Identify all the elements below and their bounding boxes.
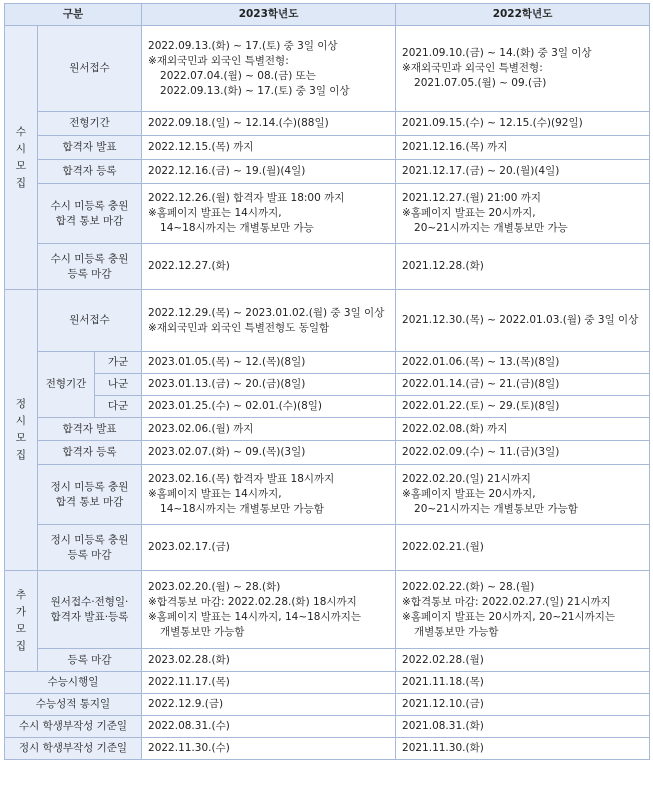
table-row — [5, 290, 650, 352]
row-label — [38, 112, 142, 136]
value-2022: 2022.01.22.(토) ~ 29.(토)(8일) — [396, 396, 650, 418]
row-label-line: 정시 미등록 충원 — [50, 533, 129, 546]
value-2022: 2021.11.18.(목) — [396, 672, 650, 694]
group-label: 가군 — [95, 352, 142, 374]
value-line: 개별통보만 가능함 — [414, 625, 499, 638]
value-2023 — [142, 26, 396, 112]
value-2023 — [142, 160, 396, 184]
table-row — [5, 694, 650, 716]
row-label: 수시 학생부작성 기준일 — [5, 716, 142, 738]
value-line: 2022.09.13.(화) ~ 17.(토) 중 3일 이상 — [148, 39, 338, 52]
row-label — [38, 160, 142, 184]
value-2022 — [396, 418, 650, 441]
value-2023 — [142, 244, 396, 290]
value-2022 — [396, 290, 650, 352]
value-2022: 2021.12.10.(금) — [396, 694, 650, 716]
value-2022: 2021.11.30.(화) — [396, 738, 650, 760]
section-category — [5, 290, 38, 571]
value-line: 2022.12.27.(화) — [148, 260, 230, 272]
value-line: ※재외국민과 외국인 특별전형: — [148, 54, 289, 67]
value-2023: 2023.01.13.(금) ~ 20.(금)(8일) — [142, 374, 396, 396]
header-2023: 2023학년도 — [142, 4, 396, 26]
row-label-line: 정시 미등록 충원 — [50, 480, 129, 493]
row-label-line: 전형기간 — [69, 117, 110, 129]
value-line: 2022.12.16.(금) ~ 19.(월)(4일) — [148, 165, 306, 177]
value-line: 2022.02.21.(월) — [402, 541, 484, 553]
row-label — [38, 441, 142, 465]
value-2023: 2022.11.30.(수) — [142, 738, 396, 760]
value-line: ※합격통보 마감: 2022.02.28.(화) 18시까지 — [148, 595, 357, 608]
table-row — [5, 244, 650, 290]
row-label — [38, 184, 142, 244]
value-line: 2022.02.22.(화) ~ 28.(월) — [402, 580, 535, 593]
row-label-line: 합격자 발표 — [62, 141, 117, 153]
section-category-label: 추가모집 — [15, 589, 27, 652]
value-line: 2022.09.18.(일) ~ 12.14.(수)(88일) — [148, 117, 329, 129]
value-2022 — [396, 525, 650, 571]
value-2023 — [142, 290, 396, 352]
value-line: ※재외국민과 외국인 특별전형: — [402, 62, 543, 74]
row-label-line: 등록 마감 — [67, 653, 112, 666]
value-line: 2021.12.17.(금) ~ 20.(월)(4일) — [402, 165, 560, 177]
row-label — [38, 418, 142, 441]
row-label-line: 등록 마감 — [67, 267, 112, 280]
section-category-label: 정시모집 — [15, 398, 27, 461]
value-line: 20~21시까지는 개별통보만 가능 — [414, 222, 568, 234]
header-row — [5, 4, 650, 26]
value-line: 2023.02.20.(월) ~ 28.(화) — [148, 580, 281, 593]
table-row — [5, 374, 650, 396]
row-label-line: 등록 마감 — [67, 548, 112, 561]
value-2023 — [142, 112, 396, 136]
value-line: 2023.02.06.(월) 까지 — [148, 422, 254, 435]
section-category — [5, 571, 38, 672]
table-row — [5, 112, 650, 136]
value-line: 2021.12.27.(월) 21:00 까지 — [402, 192, 542, 204]
value-2023 — [142, 441, 396, 465]
value-2022: 2021.08.31.(화) — [396, 716, 650, 738]
value-line: 2021.09.15.(수) ~ 12.15.(수)(92일) — [402, 117, 583, 129]
row-label-line: 원서접수·전형일· — [50, 595, 129, 608]
value-line: 2022.02.28.(월) — [402, 653, 484, 666]
row-label: 정시 학생부작성 기준일 — [5, 738, 142, 760]
row-label-line: 합격자 발표 — [62, 422, 117, 435]
row-label — [38, 136, 142, 160]
value-2023 — [142, 525, 396, 571]
value-line: 2023.02.28.(화) — [148, 653, 230, 666]
table-row — [5, 649, 650, 672]
value-line: ※홈페이지 발표는 14시까지, 14~18시까지는 — [148, 610, 362, 623]
table-row — [5, 184, 650, 244]
table-row — [5, 738, 650, 760]
row-label — [38, 525, 142, 571]
value-line: 2022.02.08.(화) 까지 — [402, 422, 508, 435]
table-row — [5, 160, 650, 184]
value-line: 2021.07.05.(월) ~ 09.(금) — [414, 77, 547, 89]
value-2023: 2023.01.05.(목) ~ 12.(목)(8일) — [142, 352, 396, 374]
row-label-line: 합격자 등록 — [62, 165, 117, 177]
value-line: 2022.12.15.(목) 까지 — [148, 141, 254, 153]
value-line: ※합격통보 마감: 2022.02.27.(일) 21시까지 — [402, 595, 611, 608]
admission-schedule-table — [4, 3, 650, 760]
value-line: ※홈페이지 발표는 14시까지, — [148, 207, 282, 219]
row-label-line: 수시 미등록 충원 — [50, 199, 129, 212]
value-line: 2022.07.04.(월) ~ 08.(금) 또는 — [160, 69, 316, 82]
value-2023: 2022.08.31.(수) — [142, 716, 396, 738]
table-row — [5, 465, 650, 525]
value-2022 — [396, 112, 650, 136]
value-2022: 2022.01.14.(금) ~ 21.(금)(8일) — [396, 374, 650, 396]
value-2023 — [142, 649, 396, 672]
row-label-line: 합격 통보 마감 — [55, 495, 124, 508]
table-row — [5, 418, 650, 441]
value-2023 — [142, 184, 396, 244]
value-line: 2022.12.26.(월) 합격자 발표 18:00 까지 — [148, 192, 345, 204]
value-2022 — [396, 465, 650, 525]
table-row — [5, 672, 650, 694]
value-line: 2023.02.07.(화) ~ 09.(목)(3일) — [148, 446, 306, 458]
section-category — [5, 26, 38, 290]
row-label — [38, 465, 142, 525]
value-line: 2021.12.28.(화) — [402, 260, 484, 272]
row-label-line: 합격자 등록 — [62, 446, 117, 458]
header-2022: 2022학년도 — [396, 4, 650, 26]
value-line: 2022.12.29.(목) ~ 2023.01.02.(월) 중 3일 이상 — [148, 306, 385, 319]
row-label: 수능시행일 — [5, 672, 142, 694]
row-label — [38, 26, 142, 112]
value-line: 2022.02.20.(일) 21시까지 — [402, 473, 531, 485]
header-category: 구분 — [5, 4, 142, 26]
group-label: 나군 — [95, 374, 142, 396]
table-row — [5, 716, 650, 738]
value-2022 — [396, 244, 650, 290]
value-2022 — [396, 441, 650, 465]
value-line: ※홈페이지 발표는 20시까지, 20~21시까지는 — [402, 610, 616, 623]
value-2022 — [396, 649, 650, 672]
value-2023 — [142, 136, 396, 160]
value-line: 2023.02.17.(금) — [148, 541, 230, 553]
table-row — [5, 26, 650, 112]
value-line: 2022.02.09.(수) ~ 11.(금)(3일) — [402, 446, 560, 458]
row-label-line: 원서접수 — [69, 62, 110, 74]
row-label — [38, 649, 142, 672]
value-2023: 2022.11.17.(목) — [142, 672, 396, 694]
group-label: 다군 — [95, 396, 142, 418]
table-row — [5, 352, 650, 374]
value-line: ※홈페이지 발표는 20시까지, — [402, 488, 536, 500]
row-label: 원서접수 — [38, 290, 142, 352]
value-line: ※재외국민과 외국인 특별전형도 동일함 — [148, 321, 330, 334]
value-line: 2021.12.16.(목) 까지 — [402, 141, 508, 153]
value-line: 2021.12.30.(목) ~ 2022.01.03.(월) 중 3일 이상 — [402, 314, 639, 326]
value-line: 2022.09.13.(화) ~ 17.(토) 중 3일 이상 — [160, 84, 350, 97]
row-label-line: 수시 미등록 충원 — [50, 252, 129, 265]
value-line: 14~18시까지는 개별통보만 가능 — [160, 222, 314, 234]
value-2023: 2022.12.9.(금) — [142, 694, 396, 716]
value-line: 20~21시까지는 개별통보만 가능함 — [414, 503, 578, 515]
value-2023 — [142, 465, 396, 525]
table-row — [5, 571, 650, 649]
table-row — [5, 396, 650, 418]
value-line: 2021.09.10.(금) ~ 14.(화) 중 3일 이상 — [402, 47, 592, 59]
value-line: 14~18시까지는 개별통보만 가능함 — [160, 503, 324, 515]
value-line: ※홈페이지 발표는 20시까지, — [402, 207, 536, 219]
value-2022 — [396, 571, 650, 649]
row-label: 수능성적 통지일 — [5, 694, 142, 716]
row-label-line: 합격자 발표·등록 — [50, 610, 129, 623]
value-2023 — [142, 418, 396, 441]
row-label-line: 합격 통보 마감 — [55, 214, 124, 227]
value-2022 — [396, 160, 650, 184]
row-label — [38, 244, 142, 290]
row-label: 전형기간 — [38, 352, 95, 418]
value-2022 — [396, 184, 650, 244]
table-row — [5, 525, 650, 571]
table-row — [5, 136, 650, 160]
value-2022 — [396, 136, 650, 160]
value-line: 개별통보만 가능함 — [160, 625, 245, 638]
value-2023: 2023.01.25.(수) ~ 02.01.(수)(8일) — [142, 396, 396, 418]
row-label — [38, 571, 142, 649]
section-category-label: 수시모집 — [15, 125, 27, 189]
value-2022 — [396, 26, 650, 112]
value-line: ※홈페이지 발표는 14시까지, — [148, 488, 282, 500]
table-row — [5, 441, 650, 465]
value-2023 — [142, 571, 396, 649]
value-line: 2023.02.16.(목) 합격자 발표 18시까지 — [148, 473, 335, 485]
value-2022: 2022.01.06.(목) ~ 13.(목)(8일) — [396, 352, 650, 374]
